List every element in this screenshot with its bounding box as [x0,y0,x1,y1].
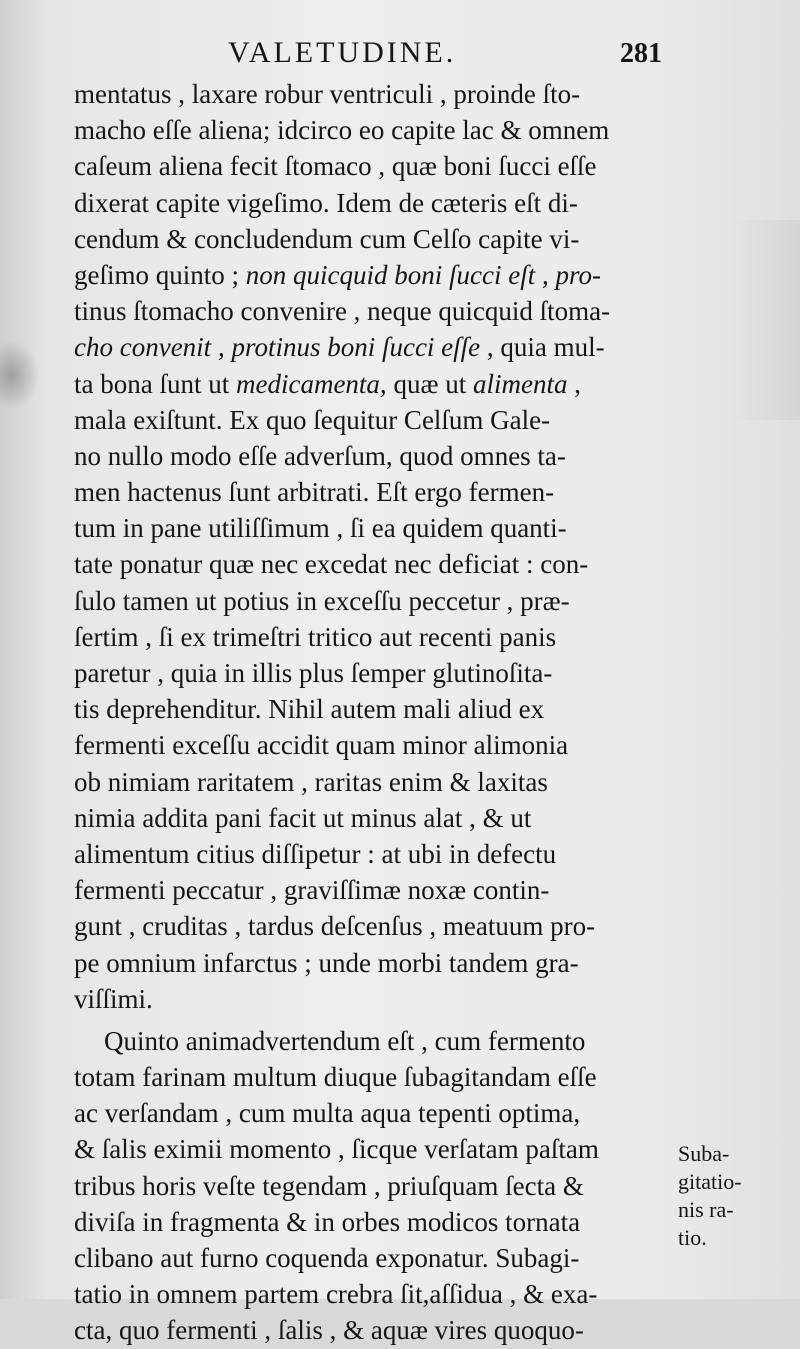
text-line-roman: , quia mul- [480,332,605,363]
marginal-note-line: gitatio- [678,1169,742,1194]
text-line: ob nimiam raritatem , raritas enim & laxitas [74,766,548,797]
text-line: totam farinam multum diuque ſubagitandam eſſe [74,1062,597,1093]
text-line-roman: geſimo quinto ; [74,259,246,290]
text-line: paretur , quia in illis plus ſemper glutinoſita- [74,658,553,688]
text-line: fermenti exceſſu accidit quam minor alimonia [74,730,569,761]
text-line [74,257,674,293]
running-head: VALETUDINE. [228,36,457,69]
text-line: cendum & concludendum cum Celſo capite vi- [74,223,580,254]
text-line: & ſalis eximii momento , ſicque verſatam paſtam [74,1134,599,1165]
text-line: macho eſſe aliena; idcirco eo capite lac & omnem [74,115,610,146]
show-through-shadow [730,220,800,420]
text-line: cta, quo fermenti , ſalis , & aquæ vires quoquo- [74,1315,584,1346]
text-line: gunt , cruditas , tardus deſcenſus , meatuum pro- [74,911,596,942]
text-line: viſſimi. [74,983,153,1014]
text-line-roman: ta bona ſunt ut [74,368,236,399]
text-line: tis deprehenditur. Nihil autem mali aliud ex [74,694,545,725]
quotation-line: tinus ſtomacho convenire , neque quicquid ſtoma- [74,296,611,327]
text-line: nimia addita pani facit ut minus alat , & ut [74,802,532,833]
text-line: tate ponatur quæ nec excedat nec deficiat : con- [74,549,589,580]
marginal-note [678,1140,788,1252]
text-line: diviſa in fragmenta & in orbes modicos tornata [74,1206,581,1237]
quotation-italic: non quicquid boni ſucci eſt , pro- [245,259,601,290]
text-line-roman: , [567,368,581,399]
italic-word: medicamenta, [235,368,387,399]
text-line: fermenti peccatur , graviſſimæ noxæ contin- [74,875,550,906]
text-line: clibano aut furno coquenda exponatur. Subagi- [74,1243,580,1273]
text-line: mentatus , laxare robur ventriculi , proinde ſto- [74,79,581,109]
body-text [74,76,674,1349]
paragraph-first-line: Quinto animadvertendum eſt , cum fermento [104,1025,586,1056]
text-line: no nullo modo eſſe adverſum, quod omnes ta- [74,440,566,471]
text-line: tum in pane utiliſſimum , ſi ea quidem quanti- [74,513,567,544]
quotation-italic: cho convenit , protinus boni ſucci eſſe [74,332,481,363]
page-number: 281 [620,38,662,69]
text-line: tatio in omnem partem crebra ſit,aſſidua , & exa- [74,1279,598,1310]
text-line: tribus horis veſte tegendam , priuſquam ſecta & [74,1170,584,1201]
text-line [74,329,674,365]
text-line-roman: quæ ut [386,368,473,399]
text-line: alimentum citius diſſipetur : at ubi in defectu [74,838,557,869]
text-line: caſeum aliena fecit ſtomaco , quæ boni ſucci eſſe [74,151,597,182]
text-line: ac verſandam , cum multa aqua tepenti optima, [74,1098,581,1129]
italic-word: alimenta [472,368,568,399]
text-line: mala exiſtunt. Ex quo ſequitur Celſum Gale- [74,404,551,435]
text-line: ſertim , ſi ex trimeſtri tritico aut recenti panis [74,621,557,652]
text-line [74,366,674,402]
page-stain [0,340,40,410]
marginal-note-line: nis ra- [678,1197,734,1222]
text-line: men hactenus ſunt arbitrati. Eſt ergo fermen- [74,477,555,508]
text-line: pe omnium infarctus ; unde morbi tandem gra- [74,947,579,978]
text-line: dixerat capite vigeſimo. Idem de cæteris eſt di- [74,187,578,218]
page-header [0,36,800,76]
marginal-note-line: Suba- [678,1141,730,1166]
marginal-note-line: tio. [678,1225,707,1250]
text-line: ſulo tamen ut potius in exceſſu peccetur , præ- [74,585,570,616]
